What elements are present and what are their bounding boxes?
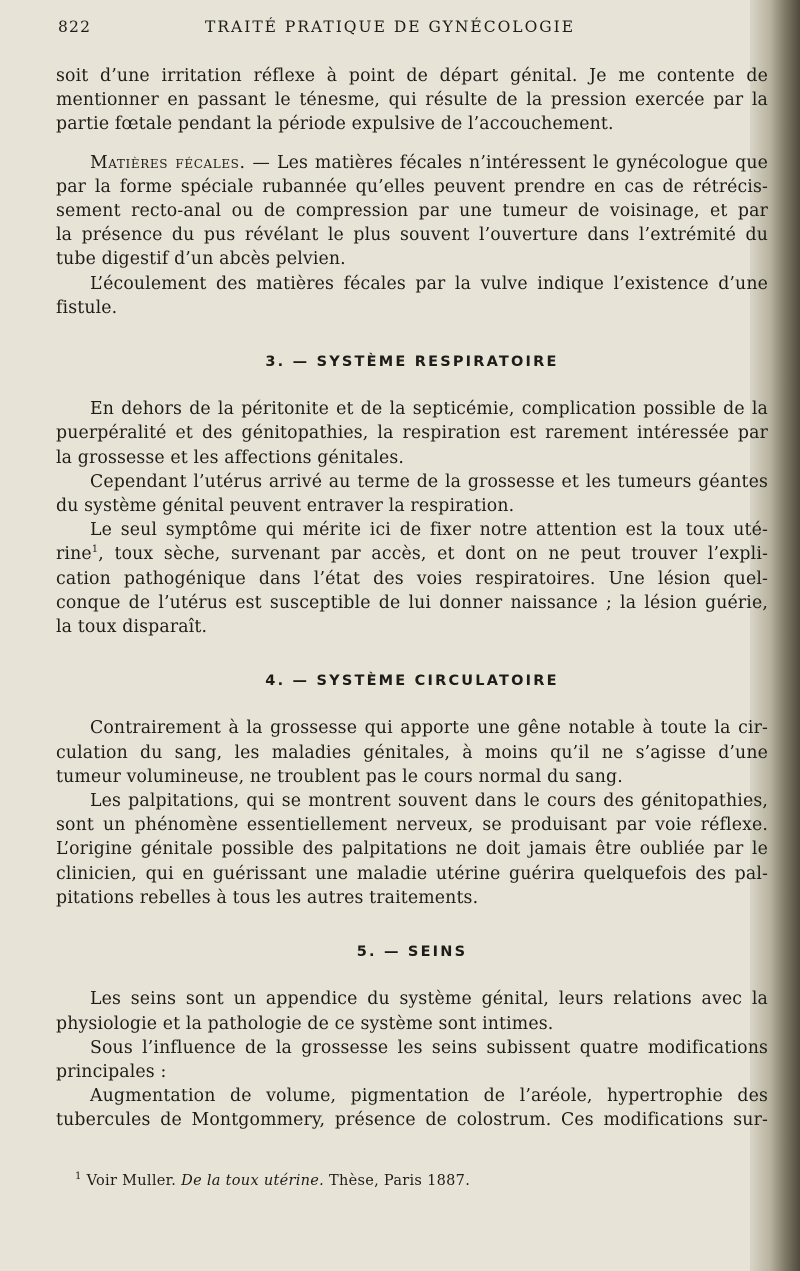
footnote-mark: 1	[75, 1171, 82, 1183]
text-line: tube digestif d’un abcès pelvien.	[56, 249, 346, 270]
paragraph	[56, 1084, 768, 1132]
text-line: puerpéralité et des génitopathies, la respiration est rarement intéressée par	[56, 423, 768, 444]
footnote-title: De la toux utérine.	[181, 1173, 325, 1189]
footnote-text: Voir Muller.	[81, 1173, 182, 1189]
text-line: conque de l’utérus est susceptible de lui donner naissance ; la lésion guérie,	[56, 592, 768, 613]
paragraph	[56, 716, 768, 789]
text-line: du système génital peuvent entraver la respiration.	[56, 496, 515, 517]
text-line: partie fœtale pendant la période expulsive de l’accouchement.	[56, 114, 614, 135]
paragraph	[56, 397, 768, 470]
section-heading-respiratoire: 3. — SYSTÈME RESPIRATOIRE	[265, 354, 559, 371]
paragraph	[56, 987, 768, 1035]
text-line: L’origine génitale possible des palpitations ne doit jamais être oubliée par le	[56, 839, 768, 860]
paragraph	[56, 789, 768, 910]
paragraph	[56, 518, 768, 639]
text-line: En dehors de la péritonite et de la septicémie, complication possible de la	[90, 399, 768, 420]
text-line: clinicien, qui en guérissant une maladie utérine guérira quelquefois des pal-	[56, 863, 768, 884]
text-line: tubercules de Montgommery, présence de colostrum. Ces modifications sur-	[56, 1110, 768, 1131]
text-line: physiologie et la pathologie de ce système sont intimes.	[56, 1013, 554, 1034]
section-heading-circulatoire: 4. — SYSTÈME CIRCULATOIRE	[265, 673, 559, 690]
paragraph-matieres-fecales	[56, 151, 768, 272]
text-line: Sous l’influence de la grossesse les seins subissent quatre modifications	[90, 1037, 768, 1058]
text-run: , toux sèche, survenant par accès, et dont on ne peut trouver l’expli-	[98, 544, 768, 565]
text-line	[56, 151, 768, 175]
text-line: la grossesse et les affections génitales.	[56, 447, 405, 468]
text-line: Les palpitations, qui se montrent souvent dans le cours des génitopathies,	[90, 791, 768, 812]
text-line: la toux disparaît.	[56, 617, 208, 638]
page-body	[56, 64, 768, 1133]
footnote-reference: 1	[91, 544, 99, 556]
text-run: rine	[56, 544, 92, 565]
text-line: pitations rebelles à tous les autres traitements.	[56, 887, 479, 908]
text-line: mentionner en passant le ténesme, qui résulte de la pression exercée par la	[56, 90, 768, 111]
text-line: Le seul symptôme qui mérite ici de fixer notre attention est la toux uté-	[90, 520, 768, 541]
footnote	[75, 1173, 470, 1189]
paragraph-ecoulement	[56, 272, 768, 320]
text-line: L’écoulement des matières fécales par la vulve indique l’existence d’une	[90, 273, 768, 294]
paragraph-intro	[56, 64, 768, 137]
text-line: fistule.	[56, 297, 118, 318]
page-number: 822	[58, 18, 92, 36]
text-line: cation pathogénique dans l’état des voies respiratoires. Une lésion quel-	[56, 568, 768, 589]
run-in-heading: Matières fécales.	[90, 152, 246, 173]
text-line: par la forme spéciale rubannée qu’elles peuvent prendre en cas de rétrécis-	[56, 176, 768, 197]
running-header	[58, 18, 740, 42]
text-line: tumeur volumineuse, ne troublent pas le cours normal du sang.	[56, 766, 623, 787]
text-line: culation du sang, les maladies génitales, à moins qu’il ne s’agisse d’une	[56, 742, 768, 763]
text-line: principales :	[56, 1061, 167, 1082]
text-run: — Les matières fécales n’intéressent le gynécologue que	[245, 152, 769, 173]
text-line	[56, 542, 768, 566]
text-line: sement recto-anal ou de compression par une tumeur de voisinage, et par	[56, 201, 768, 222]
text-line: Cependant l’utérus arrivé au terme de la grossesse et les tumeurs géantes	[90, 471, 768, 492]
paragraph	[56, 470, 768, 518]
text-line: Contrairement à la grossesse qui apporte une gêne notable à toute la cir-	[90, 718, 768, 739]
footnote-text: Thèse, Paris 1887.	[324, 1173, 471, 1189]
text-line: Augmentation de volume, pigmentation de l’aréole, hypertrophie des	[90, 1086, 768, 1107]
text-line: Les seins sont un appendice du système génital, leurs relations avec la	[90, 989, 768, 1010]
paragraph	[56, 1036, 768, 1084]
text-line: soit d’une irritation réflexe à point de départ génital. Je me contente de	[56, 66, 768, 86]
text-line: sont un phénomène essentiellement nerveux, se produisant par voie réflexe.	[56, 815, 768, 836]
section-heading-seins: 5. — SEINS	[356, 944, 468, 961]
text-line: la présence du pus révélant le plus souvent l’ouverture dans l’extrémité du	[56, 225, 768, 246]
running-title: TRAITÉ PRATIQUE DE GYNÉCOLOGIE	[205, 18, 576, 36]
